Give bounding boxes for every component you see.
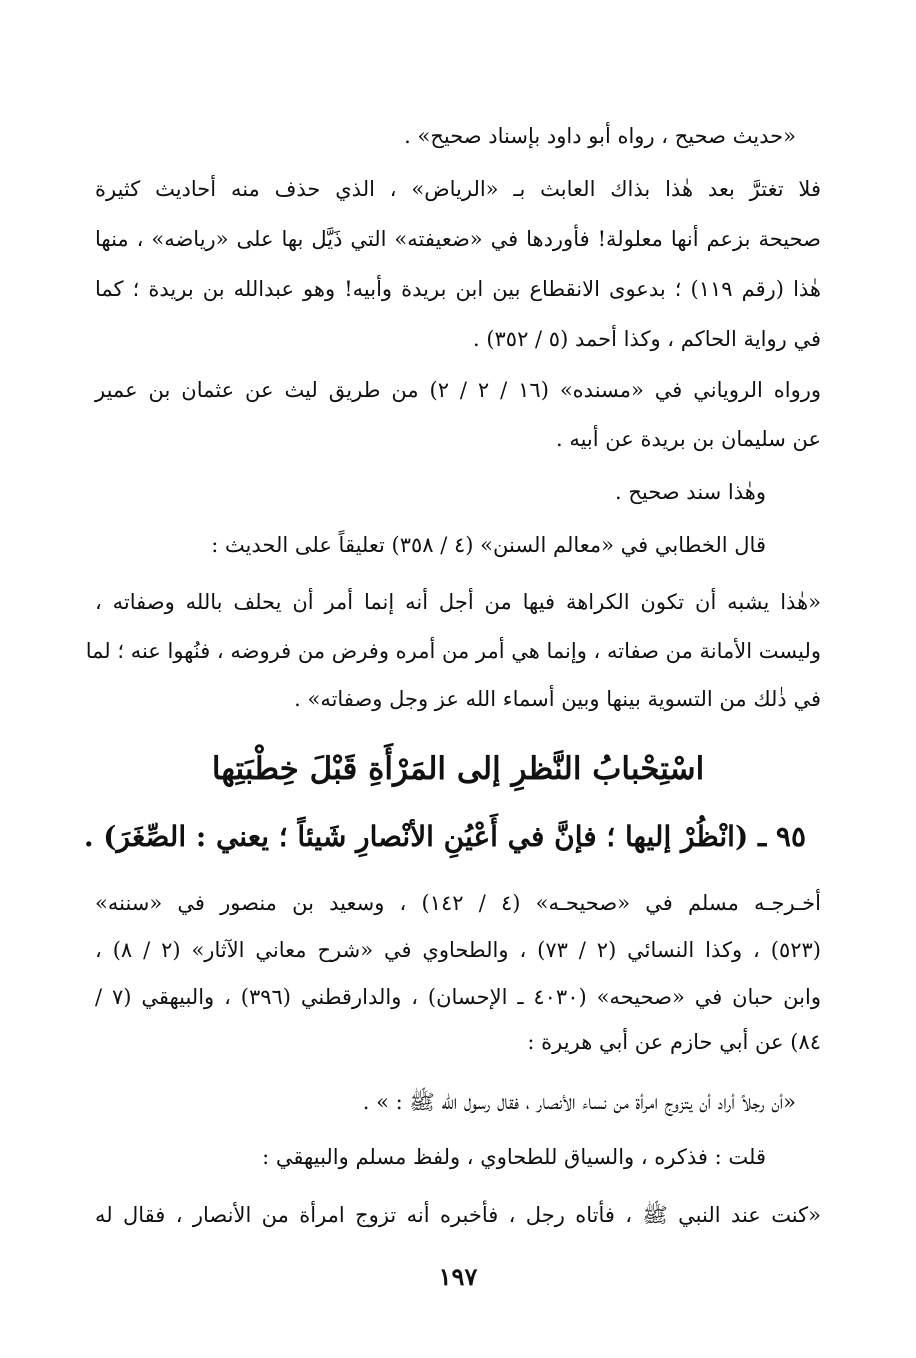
section-heading: اسْتِحْبابُ النَّظرِ إلى المَرْأَةِ قَبْلَ خِطْبَتِها [211, 751, 705, 787]
page-number: ١٩٧ [438, 1262, 478, 1291]
text-line: «هٰذا يشبه أن تكون الكراهة فيها من أجل أنه إنما أمر أن يحلف بالله وصفاته ، [95, 590, 821, 614]
text-line: «حديث صحيح ، رواه أبو داود بإسناد صحيح» . [404, 124, 796, 148]
text-line: «أن رجلاً أراد أن يتزوج امرأة من نساء الأنصار ، فقال رسول الله ﷺ : » . [362, 1090, 796, 1114]
text-line: هٰذا (رقم ١١٩) ؛ بدعوى الانقطاع بين ابن بريدة وأبيه! وهو عبدالله بن بريدة ؛ كما [95, 277, 821, 301]
text-line: قال الخطابي في «معالم السنن» (٤ / ٣٥٨) تعليقاً على الحديث : [211, 533, 766, 557]
text-line: أخـرجـه مسلم في «صحيحـه» (٤ / ١٤٢) ، وسعيد بن منصور في «سننه» [95, 891, 821, 915]
text-line: وليست الأمانة من صفاته ، وإنما هي أمر من أمره وفرض من فروضه ، فنُهوا عنه ؛ لما [85, 639, 821, 663]
text-line: ٨٤) عن أبي حازم عن أبي هريرة : [527, 1030, 821, 1054]
text-line: قلت : فذكره ، والسياق للطحاوي ، ولفظ مسلم والبيهقي : [262, 1145, 766, 1169]
text-line: صحيحة بزعم أنها معلولة! فأوردها في «ضعيفته» التي ذَيَّل بها على «رياضه» ، منها [95, 227, 821, 251]
text-line: في ذٰلك من التسوية بينها وبين أسماء الله عز وجل وصفاته» . [294, 687, 821, 711]
text-line: فلا تغترَّ بعد هٰذا بذاك العابث بـ «الرياض» ، الذي حذف منه أحاديث كثيرة [95, 177, 821, 201]
text-line: (٥٢٣) ، وكذا النسائي (٢ / ٧٣) ، والطحاوي في «شرح معاني الآثار» (٢ / ٨) ، [95, 938, 821, 962]
text-line: وابن حبان في «صحيحه» (٤٠٣٠ ـ الإحسان) ، والدارقطني (٣٩٦) ، والبيهقي (٧ / [95, 985, 821, 1009]
text-line: عن سليمان بن بريدة عن أبيه . [555, 427, 821, 451]
text-line: ورواه الروياني في «مسنده» (١٦ / ٢ / ٢) من طريق ليث عن عثمان بن عمير [95, 378, 821, 402]
text-line: في رواية الحاكم ، وكذا أحمد (٥ / ٣٥٢) . [472, 327, 821, 351]
text-line: وهٰذا سند صحيح . [614, 480, 766, 504]
text-line: «كنت عند النبي ﷺ ، فأتاه رجل ، فأخبره أنه تزوج امرأة من الأنصار ، فقال له [95, 1203, 821, 1227]
hadith-text: ٩٥ ـ (انْظُرْ إليها ؛ فإنَّ في أَعْيُنِ الأنْصارِ شَيئاً ؛ يعني : الصِّغَرَ) . [83, 820, 806, 853]
